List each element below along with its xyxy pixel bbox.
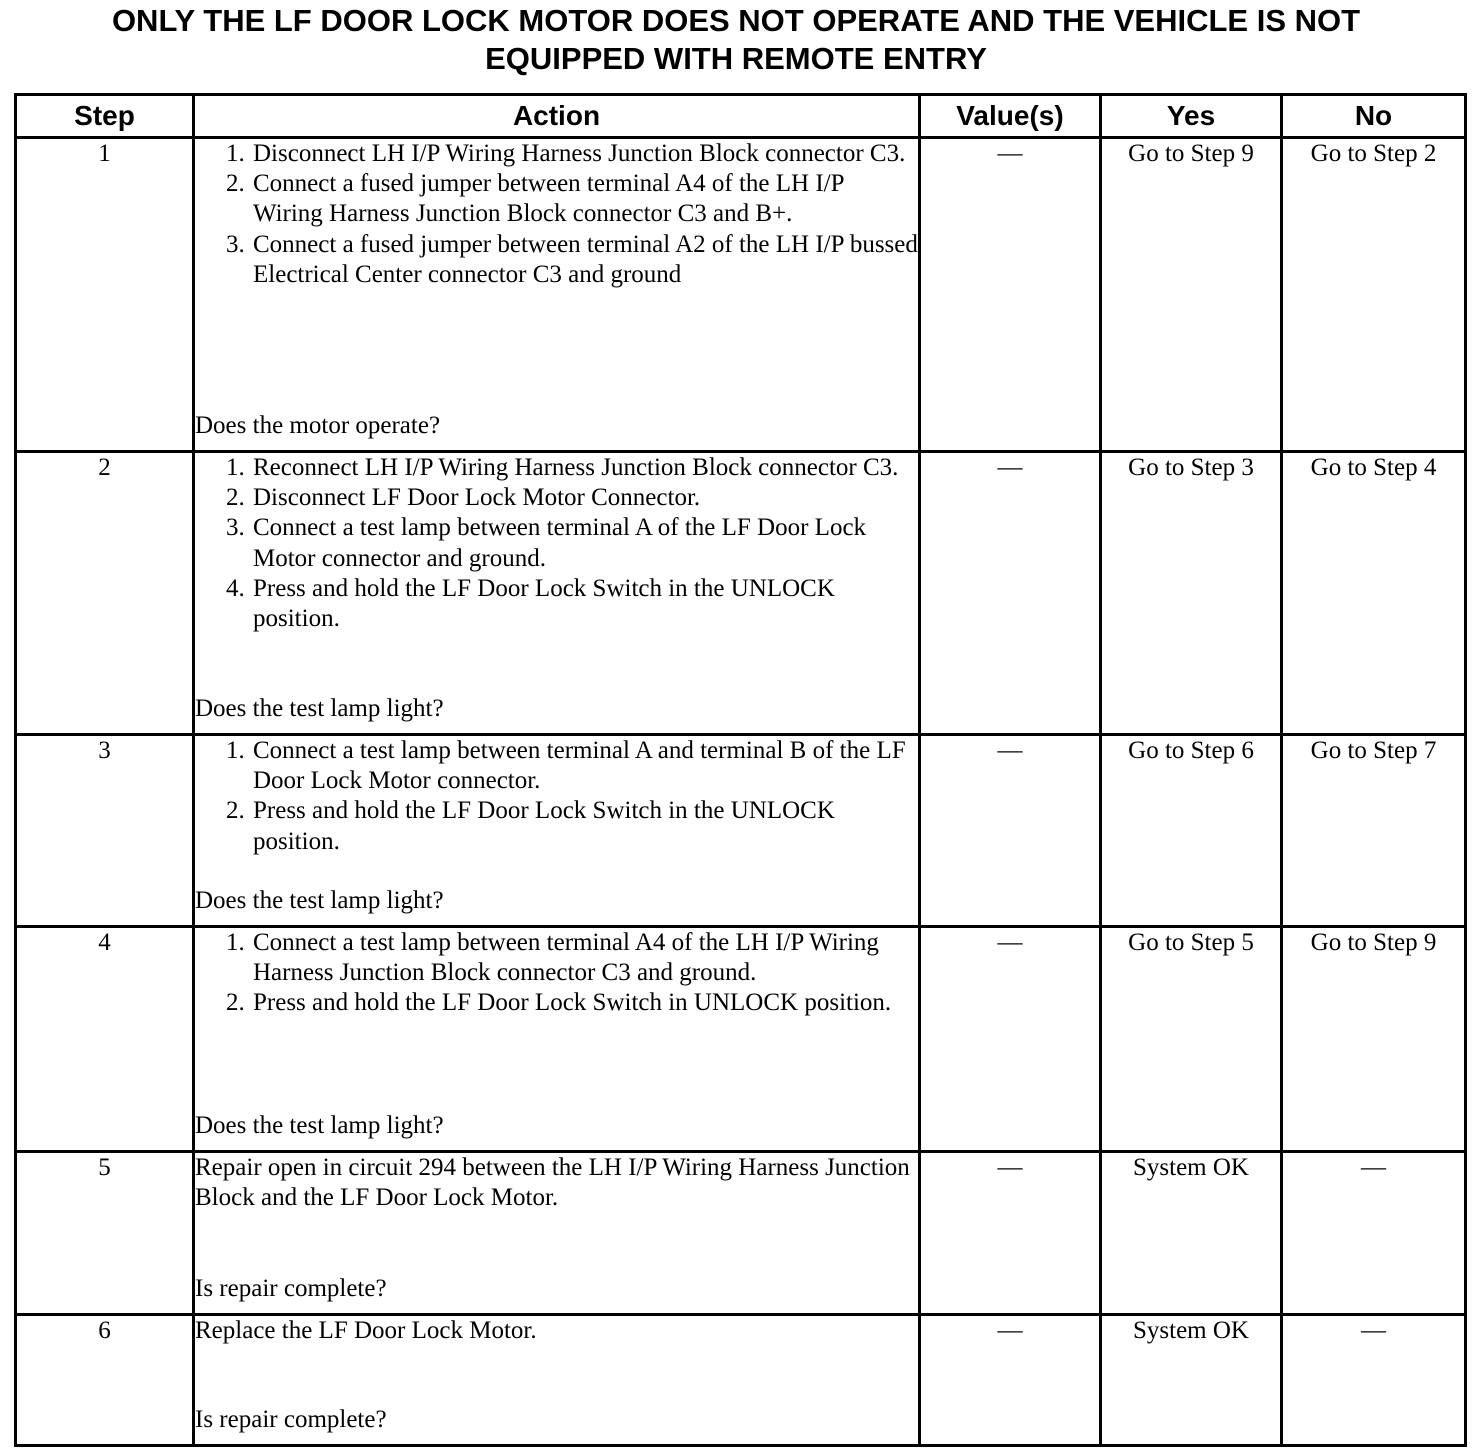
action-cell xyxy=(194,927,920,1152)
header-action: Action xyxy=(194,95,920,138)
step-number: 4 xyxy=(16,927,194,1152)
title-line-1: ONLY THE LF DOOR LOCK MOTOR DOES NOT OPERATE AND THE VEHICLE IS NOT xyxy=(111,3,1361,38)
substep: 1. Connect a test lamp between terminal A and terminal B of the LF Door Lock Motor connector. xyxy=(251,736,918,796)
action-cell xyxy=(194,1152,920,1315)
substep: 3. Connect a test lamp between terminal A of the LF Door Lock Motor connector and ground. xyxy=(251,513,918,573)
step-number: 6 xyxy=(16,1315,194,1446)
table-row xyxy=(16,735,1466,927)
substep: 1. Reconnect LH I/P Wiring Harness Junction Block connector C3. xyxy=(251,453,918,483)
yes-cell: System OK xyxy=(1101,1315,1282,1446)
value-cell: — xyxy=(920,1152,1101,1315)
substep: 2. Connect a fused jumper between terminal A4 of the LH I/P Wiring Harness Junction Block connector C3 and B+. xyxy=(251,169,918,229)
yes-cell: Go to Step 6 xyxy=(1101,735,1282,927)
page-title xyxy=(0,2,1472,78)
table-row xyxy=(16,138,1466,452)
question: Does the test lamp light? xyxy=(195,886,444,914)
table-row xyxy=(16,1152,1466,1315)
question: Does the motor operate? xyxy=(195,411,441,439)
step-number: 1 xyxy=(16,138,194,452)
action-cell xyxy=(194,1315,920,1446)
action-text: Repair open in circuit 294 between the LH I/P Wiring Harness Junction Block and the LF Door Lock Motor. xyxy=(195,1154,910,1212)
value-cell: — xyxy=(920,735,1101,927)
yes-cell: Go to Step 9 xyxy=(1101,138,1282,452)
no-cell: Go to Step 4 xyxy=(1282,452,1466,735)
step-number: 3 xyxy=(16,735,194,927)
title-line-2: EQUIPPED WITH REMOTE ENTRY xyxy=(485,41,987,76)
substep: 2. Press and hold the LF Door Lock Switch in UNLOCK position. xyxy=(251,988,918,1018)
question: Does the test lamp light? xyxy=(195,1111,444,1139)
no-cell: Go to Step 9 xyxy=(1282,927,1466,1152)
diagnostic-table xyxy=(14,93,1467,1447)
header-step: Step xyxy=(16,95,194,138)
question: Is repair complete? xyxy=(195,1274,387,1302)
substep: 2. Disconnect LF Door Lock Motor Connector. xyxy=(251,483,918,513)
substep: 2. Press and hold the LF Door Lock Switch in the UNLOCK position. xyxy=(251,796,918,856)
question: Is repair complete? xyxy=(195,1405,387,1433)
step-number: 2 xyxy=(16,452,194,735)
value-cell: — xyxy=(920,138,1101,452)
action-cell xyxy=(194,452,920,735)
action-text: Replace the LF Door Lock Motor. xyxy=(195,1317,537,1344)
substep: 3. Connect a fused jumper between terminal A2 of the LH I/P bussed Electrical Center connector C3 and ground xyxy=(251,230,918,290)
substep-list xyxy=(195,928,918,1019)
substep: 1. Disconnect LH I/P Wiring Harness Junction Block connector C3. xyxy=(251,139,918,169)
header-yes: Yes xyxy=(1101,95,1282,138)
yes-cell: Go to Step 5 xyxy=(1101,927,1282,1152)
substep-list xyxy=(195,139,918,290)
yes-cell: Go to Step 3 xyxy=(1101,452,1282,735)
header-values: Value(s) xyxy=(920,95,1101,138)
action-cell xyxy=(194,735,920,927)
substep-list xyxy=(195,453,918,634)
step-number: 5 xyxy=(16,1152,194,1315)
table-header-row xyxy=(16,95,1466,138)
table-row xyxy=(16,1315,1466,1446)
no-cell: — xyxy=(1282,1315,1466,1446)
table-row xyxy=(16,452,1466,735)
yes-cell: System OK xyxy=(1101,1152,1282,1315)
question: Does the test lamp light? xyxy=(195,694,444,722)
substep-list xyxy=(195,736,918,857)
substep: 1. Connect a test lamp between terminal A4 of the LH I/P Wiring Harness Junction Block connector C3 and ground. xyxy=(251,928,918,988)
action-cell xyxy=(194,138,920,452)
value-cell: — xyxy=(920,452,1101,735)
value-cell: — xyxy=(920,1315,1101,1446)
value-cell: — xyxy=(920,927,1101,1152)
no-cell: Go to Step 7 xyxy=(1282,735,1466,927)
substep: 4. Press and hold the LF Door Lock Switch in the UNLOCK position. xyxy=(251,574,918,634)
no-cell: Go to Step 2 xyxy=(1282,138,1466,452)
header-no: No xyxy=(1282,95,1466,138)
table-row xyxy=(16,927,1466,1152)
no-cell: — xyxy=(1282,1152,1466,1315)
